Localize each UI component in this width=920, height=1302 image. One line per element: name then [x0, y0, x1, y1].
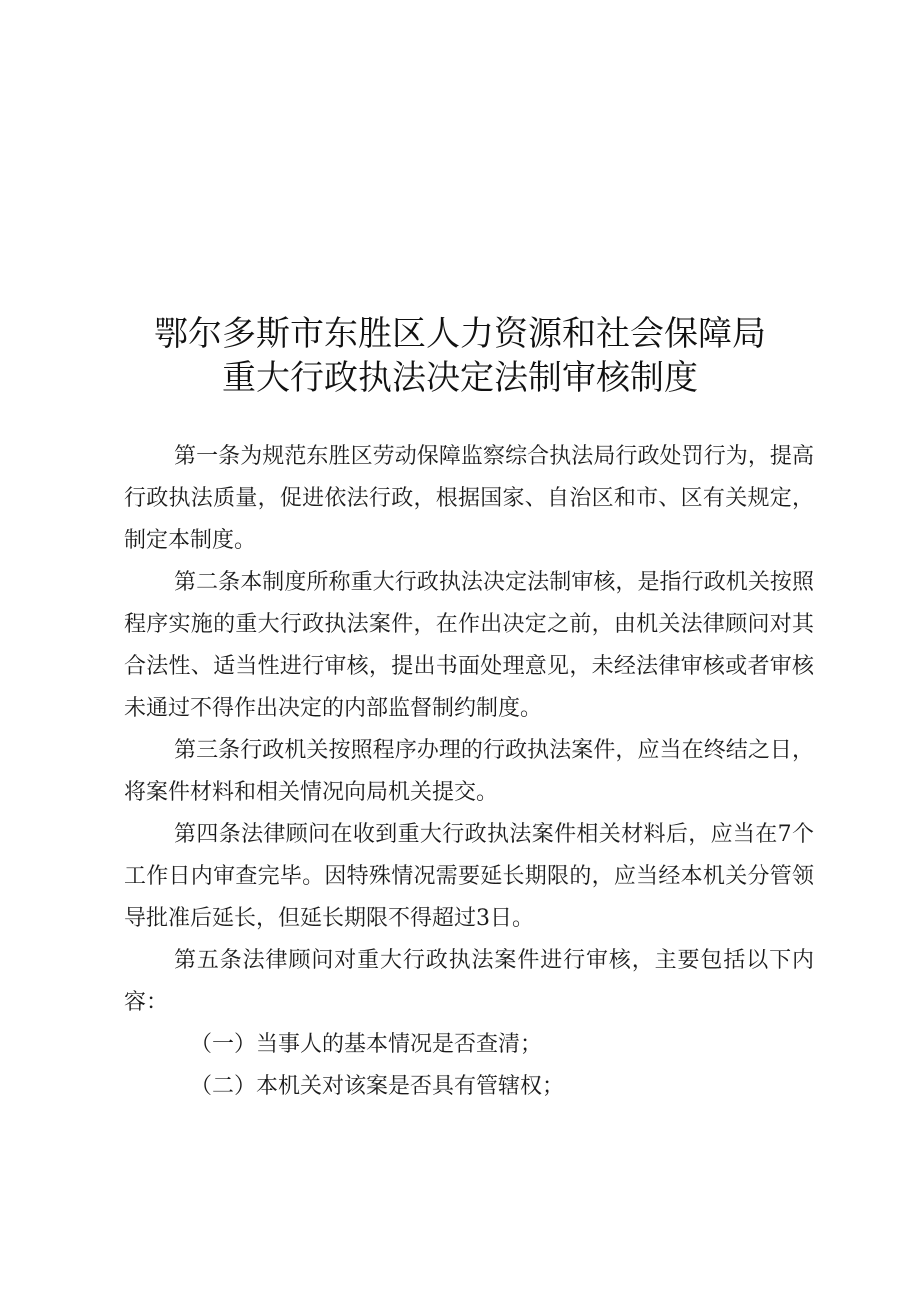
document-title-line-2: 重大行政执法决定法制审核制度	[222, 358, 698, 398]
document-title-line-1: 鄂尔多斯市东胜区人力资源和社会保障局	[154, 314, 766, 354]
article-5-paragraph: 第五条法律顾问对重大行政执法案件进行审核，主要包括以下内容：	[124, 948, 814, 1015]
article-3-paragraph: 第三条行政机关按照程序办理的行政执法案件，应当在终结之日，将案件材料和相关情况向局机关提交。	[124, 738, 814, 805]
list-item: （一）当事人的基本情况是否查清；	[190, 1032, 543, 1057]
article-4-paragraph: 第四条法律顾问在收到重大行政执法案件相关材料后，应当在7个工作日内审查完毕。因特殊情况需要延长期限的，应当经本机关分管领导批准后延长，但延长期限不得超过3日。	[124, 822, 814, 931]
article-1-paragraph: 第一条为规范东胜区劳动保障监察综合执法局行政处罚行为，提高行政执法质量，促进依法行政，根据国家、自治区和市、区有关规定，制定本制度。	[124, 444, 814, 553]
list-item: （二）本机关对该案是否具有管辖权；	[190, 1074, 565, 1099]
document-body	[124, 436, 814, 1108]
article-2-paragraph: 第二条本制度所称重大行政执法决定法制审核，是指行政机关按照程序实施的重大行政执法案件，在作出决定之前，由机关法律顾问对其合法性、适当性进行审核，提出书面处理意见，未经法律审核或者审核未通过不得作出决定的内部监督制约制度。	[124, 570, 814, 721]
